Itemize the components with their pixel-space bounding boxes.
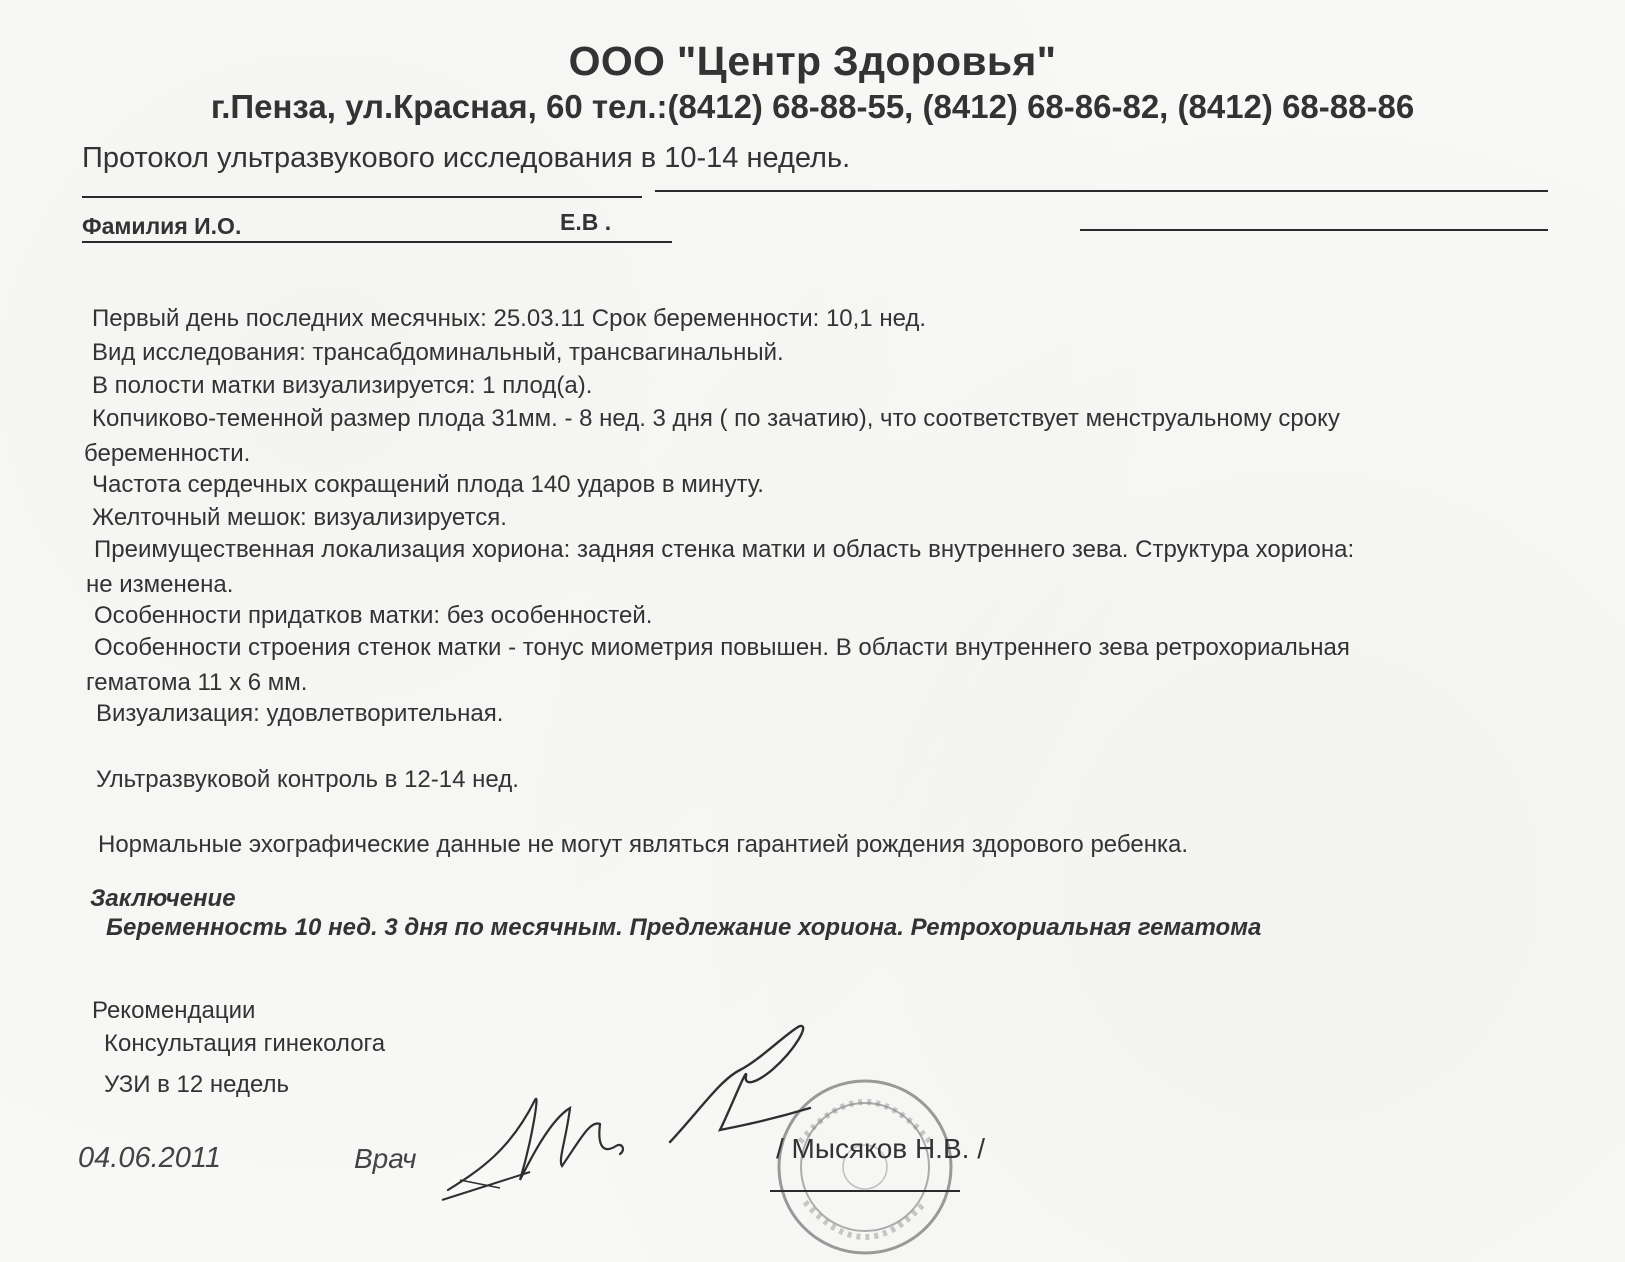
finding-line: Визуализация: удовлетворительная. [96, 700, 504, 727]
finding-line: Вид исследования: трансабдоминальный, трансвагинальный. [92, 339, 784, 366]
finding-line: не изменена. [86, 571, 234, 598]
disclaimer: Нормальные эхографические данные не могут являться гарантией рождения здорового ребенка. [98, 831, 1188, 858]
doctor-label: Врач [354, 1143, 417, 1174]
patient-rule-right [1080, 229, 1548, 231]
recommendation-item: Консультация гинеколога [104, 1030, 386, 1057]
patient-rule-left [82, 241, 672, 243]
doctor-signature [440, 1080, 660, 1210]
header-rule-left [82, 196, 642, 198]
patient-value: Е.В . [560, 209, 612, 235]
finding-line: Копчиково-теменной размер плода 31мм. - 8 нед. 3 дня ( по зачатию), что соответствует менструальному сроку [92, 405, 1340, 432]
finding-line: Частота сердечных сокращений плода 140 ударов в минуту. [92, 471, 764, 498]
finding-line: В полости матки визуализируется: 1 плод(а). [92, 372, 593, 399]
recommendations-title: Рекомендации [92, 997, 256, 1024]
finding-line: Особенности придатков матки: без особенностей. [94, 602, 653, 629]
finding-line: Преимущественная локализация хориона: задняя стенка матки и область внутреннего зева. Структура хориона: [94, 536, 1355, 563]
finding-line: Первый день последних месячных: 25.03.11 Срок беременности: 10,1 нед. [92, 305, 927, 332]
doctor-name-underline [770, 1190, 960, 1192]
finding-line: Особенности строения стенок матки - тонус миометрия повышен. В области внутреннего зева ретрохориальная [94, 634, 1350, 661]
finding-line: беременности. [84, 440, 251, 467]
doctor-name: / Мысяков Н.В. / [776, 1133, 985, 1164]
finding-line: гематома 11 х 6 мм. [86, 669, 308, 696]
conclusion-text: Беременность 10 нед. 3 дня по месячным. Предлежание хориона. Ретрохориальная гематома [106, 914, 1262, 941]
ultrasound-control: Ультразвуковой контроль в 12-14 нед. [96, 766, 519, 793]
header-rule-right [655, 190, 1548, 192]
patient-label: Фамилия И.О. [82, 213, 242, 239]
org-name: ООО "Центр Здоровья" [568, 38, 1057, 84]
second-signature [660, 1020, 820, 1150]
org-address: г.Пенза, ул.Красная, 60 тел.:(8412) 68-88-55, (8412) 68-86-82, (8412) 68-88-86 [210, 88, 1415, 125]
protocol-title: Протокол ультразвукового исследования в 10-14 недель. [82, 142, 851, 174]
document-date: 04.06.2011 [78, 1142, 221, 1174]
recommendation-item: УЗИ в 12 недель [104, 1071, 290, 1098]
conclusion-title: Заключение [90, 885, 236, 912]
finding-line: Желточный мешок: визуализируется. [92, 504, 507, 531]
